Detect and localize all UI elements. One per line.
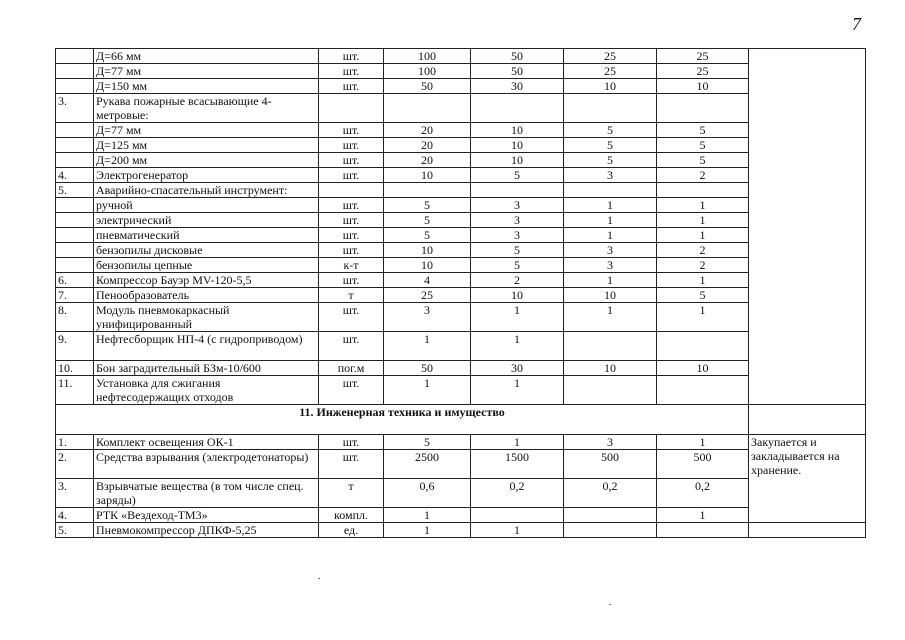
quantity-col4: 2 [657, 243, 749, 258]
quantity-col1: 25 [384, 288, 471, 303]
quantity-col3 [564, 94, 657, 123]
quantity-col2: 1 [471, 523, 564, 538]
quantity-col1: 5 [384, 198, 471, 213]
quantity-col4: 5 [657, 288, 749, 303]
quantity-col4 [657, 376, 749, 405]
quantity-col1: 10 [384, 168, 471, 183]
quantity-col4: 10 [657, 361, 749, 376]
page-number: 7 [852, 14, 861, 34]
quantity-col4: 25 [657, 64, 749, 79]
table-row [56, 228, 866, 243]
quantity-col1: 4 [384, 273, 471, 288]
item-unit: шт. [319, 198, 384, 213]
row-number [56, 228, 94, 243]
item-unit [319, 183, 384, 198]
item-unit: шт. [319, 64, 384, 79]
item-name: Пенообразователь [94, 288, 319, 303]
quantity-col1: 10 [384, 258, 471, 273]
quantity-col1 [384, 183, 471, 198]
quantity-col2 [471, 94, 564, 123]
table-row [56, 523, 866, 538]
item-name: Д=66 мм [94, 49, 319, 64]
quantity-col2: 10 [471, 288, 564, 303]
table-row [56, 361, 866, 376]
quantity-col4 [657, 332, 749, 361]
table-row [56, 94, 866, 123]
quantity-col2: 10 [471, 123, 564, 138]
quantity-col1: 5 [384, 435, 471, 450]
item-unit: шт. [319, 49, 384, 64]
storage-note: Закупается и закладывается на хранение. [749, 435, 866, 523]
item-name: бензопилы дисковые [94, 243, 319, 258]
table-row [56, 243, 866, 258]
quantity-col2: 30 [471, 361, 564, 376]
table-row [56, 273, 866, 288]
quantity-col3: 3 [564, 243, 657, 258]
quantity-col3: 3 [564, 258, 657, 273]
quantity-col1: 20 [384, 138, 471, 153]
quantity-col3: 1 [564, 213, 657, 228]
row-number: 11. [56, 376, 94, 405]
item-name: Установка для сжигания нефтесодержащих отходов [94, 376, 319, 405]
quantity-col2: 50 [471, 64, 564, 79]
quantity-col4: 5 [657, 153, 749, 168]
quantity-col4: 1 [657, 213, 749, 228]
quantity-col2 [471, 508, 564, 523]
table-row [56, 288, 866, 303]
quantity-col1: 100 [384, 49, 471, 64]
quantity-col3: 1 [564, 228, 657, 243]
row-number [56, 49, 94, 64]
quantity-col3: 0,2 [564, 479, 657, 508]
quantity-col2: 1 [471, 435, 564, 450]
quantity-col1: 5 [384, 213, 471, 228]
quantity-col2: 5 [471, 168, 564, 183]
quantity-col4: 500 [657, 450, 749, 479]
item-name: Компрессор Бауэр MV-120-5,5 [94, 273, 319, 288]
quantity-col4 [657, 183, 749, 198]
inventory-table [55, 48, 866, 538]
quantity-col2: 0,2 [471, 479, 564, 508]
item-name: Д=200 мм [94, 153, 319, 168]
item-name: Электрогенератор [94, 168, 319, 183]
quantity-col1: 20 [384, 153, 471, 168]
quantity-col1: 1 [384, 508, 471, 523]
quantity-col2 [471, 183, 564, 198]
quantity-col1: 1 [384, 376, 471, 405]
quantity-col2: 1 [471, 376, 564, 405]
quantity-col1: 10 [384, 243, 471, 258]
table-row [56, 49, 866, 64]
row-number [56, 123, 94, 138]
row-number [56, 258, 94, 273]
item-unit: шт. [319, 435, 384, 450]
table-row [56, 138, 866, 153]
item-unit: шт. [319, 213, 384, 228]
item-name: Д=150 мм [94, 79, 319, 94]
quantity-col2: 3 [471, 198, 564, 213]
item-name: Аварийно-спасательный инструмент: [94, 183, 319, 198]
quantity-col1: 5 [384, 228, 471, 243]
item-unit: шт. [319, 228, 384, 243]
section-title: 11. Инженерная техника и имущество [56, 405, 749, 435]
item-unit: шт. [319, 153, 384, 168]
item-unit: шт. [319, 376, 384, 405]
row-number: 9. [56, 332, 94, 361]
item-unit: шт. [319, 243, 384, 258]
item-name: Нефтесборщик НП-4 (с гидроприводом) [94, 332, 319, 361]
quantity-col3: 5 [564, 123, 657, 138]
quantity-col3: 25 [564, 49, 657, 64]
item-unit: шт. [319, 168, 384, 183]
note-cell-empty [749, 405, 866, 435]
quantity-col1: 50 [384, 361, 471, 376]
item-name: Д=77 мм [94, 64, 319, 79]
item-name: Рукава пожарные всасывающие 4-метровые: [94, 94, 319, 123]
table-row [56, 303, 866, 332]
quantity-col1 [384, 94, 471, 123]
item-unit: шт. [319, 79, 384, 94]
item-name: пневматический [94, 228, 319, 243]
quantity-col3 [564, 523, 657, 538]
quantity-col4: 5 [657, 138, 749, 153]
row-number [56, 64, 94, 79]
table-row [56, 183, 866, 198]
quantity-col2: 3 [471, 213, 564, 228]
quantity-col4: 1 [657, 435, 749, 450]
item-name: Пневмокомпрессор ДПКФ-5,25 [94, 523, 319, 538]
table-row [56, 435, 866, 450]
quantity-col1: 3 [384, 303, 471, 332]
quantity-col3: 1 [564, 273, 657, 288]
quantity-col3: 5 [564, 138, 657, 153]
table-row [56, 123, 866, 138]
row-number: 3. [56, 94, 94, 123]
quantity-col3: 10 [564, 79, 657, 94]
quantity-col4 [657, 94, 749, 123]
quantity-col2: 50 [471, 49, 564, 64]
row-number: 5. [56, 523, 94, 538]
quantity-col3: 3 [564, 435, 657, 450]
item-name: Д=77 мм [94, 123, 319, 138]
quantity-col4: 1 [657, 303, 749, 332]
quantity-col4: 10 [657, 79, 749, 94]
row-number [56, 213, 94, 228]
quantity-col1: 100 [384, 64, 471, 79]
item-unit: т [319, 479, 384, 508]
quantity-col3: 25 [564, 64, 657, 79]
section-row [56, 405, 866, 435]
quantity-col1: 2500 [384, 450, 471, 479]
table-row [56, 168, 866, 183]
quantity-col3: 1 [564, 198, 657, 213]
row-number [56, 243, 94, 258]
row-number: 4. [56, 168, 94, 183]
quantity-col3: 1 [564, 303, 657, 332]
item-unit: т [319, 288, 384, 303]
quantity-col2: 5 [471, 258, 564, 273]
table-row [56, 508, 866, 523]
note-cell-empty [749, 49, 866, 405]
quantity-col3: 3 [564, 168, 657, 183]
item-unit [319, 94, 384, 123]
row-number [56, 198, 94, 213]
item-unit: пог.м [319, 361, 384, 376]
item-name: бензопилы цепные [94, 258, 319, 273]
item-unit: шт. [319, 123, 384, 138]
quantity-col3: 5 [564, 153, 657, 168]
quantity-col4: 2 [657, 168, 749, 183]
table-row [56, 153, 866, 168]
item-name: ручной [94, 198, 319, 213]
item-name: Бон заградительный БЗм-10/600 [94, 361, 319, 376]
quantity-col1: 0,6 [384, 479, 471, 508]
row-number [56, 153, 94, 168]
item-name: Д=125 мм [94, 138, 319, 153]
quantity-col1: 20 [384, 123, 471, 138]
quantity-col3 [564, 376, 657, 405]
item-name: РТК «Вездеход-ТМ3» [94, 508, 319, 523]
quantity-col3: 10 [564, 361, 657, 376]
row-number: 10. [56, 361, 94, 376]
quantity-col2: 5 [471, 243, 564, 258]
quantity-col3 [564, 332, 657, 361]
row-number: 5. [56, 183, 94, 198]
table-row [56, 258, 866, 273]
quantity-col4: 0,2 [657, 479, 749, 508]
item-unit: шт. [319, 332, 384, 361]
row-number: 6. [56, 273, 94, 288]
item-unit: шт. [319, 138, 384, 153]
quantity-col4: 25 [657, 49, 749, 64]
item-unit: шт. [319, 450, 384, 479]
table-row [56, 64, 866, 79]
quantity-col4: 1 [657, 508, 749, 523]
table-row [56, 376, 866, 405]
quantity-col2: 2 [471, 273, 564, 288]
row-number: 4. [56, 508, 94, 523]
quantity-col4: 2 [657, 258, 749, 273]
row-number [56, 79, 94, 94]
table-row [56, 479, 866, 508]
quantity-col1: 1 [384, 523, 471, 538]
item-name: Взрывчатые вещества (в том числе спец. заряды) [94, 479, 319, 508]
item-unit: компл. [319, 508, 384, 523]
table-row [56, 450, 866, 479]
item-name: Комплект освещения ОК-1 [94, 435, 319, 450]
row-number: 8. [56, 303, 94, 332]
quantity-col3 [564, 508, 657, 523]
quantity-col3 [564, 183, 657, 198]
table-row [56, 79, 866, 94]
item-unit: ед. [319, 523, 384, 538]
quantity-col2: 1 [471, 332, 564, 361]
table-row [56, 213, 866, 228]
quantity-col3: 10 [564, 288, 657, 303]
quantity-col4: 5 [657, 123, 749, 138]
item-unit: к-т [319, 258, 384, 273]
quantity-col1: 1 [384, 332, 471, 361]
quantity-col1: 50 [384, 79, 471, 94]
quantity-col2: 3 [471, 228, 564, 243]
row-number: 2. [56, 450, 94, 479]
quantity-col4: 1 [657, 228, 749, 243]
quantity-col3: 500 [564, 450, 657, 479]
scan-speck [318, 578, 320, 579]
row-number: 1. [56, 435, 94, 450]
row-number [56, 138, 94, 153]
quantity-col2: 1500 [471, 450, 564, 479]
quantity-col2: 30 [471, 79, 564, 94]
item-unit: шт. [319, 303, 384, 332]
scan-speck [609, 604, 611, 605]
table-row [56, 198, 866, 213]
row-number: 7. [56, 288, 94, 303]
quantity-col2: 10 [471, 138, 564, 153]
item-name: электрический [94, 213, 319, 228]
quantity-col4 [657, 523, 749, 538]
quantity-col4: 1 [657, 273, 749, 288]
item-name: Средства взрывания (электродетонаторы) [94, 450, 319, 479]
item-unit: шт. [319, 273, 384, 288]
quantity-col4: 1 [657, 198, 749, 213]
quantity-col2: 1 [471, 303, 564, 332]
quantity-col2: 10 [471, 153, 564, 168]
item-name: Модуль пневмокаркасный унифицированный [94, 303, 319, 332]
row-number: 3. [56, 479, 94, 508]
table-row [56, 332, 866, 361]
note-cell-empty [749, 523, 866, 538]
